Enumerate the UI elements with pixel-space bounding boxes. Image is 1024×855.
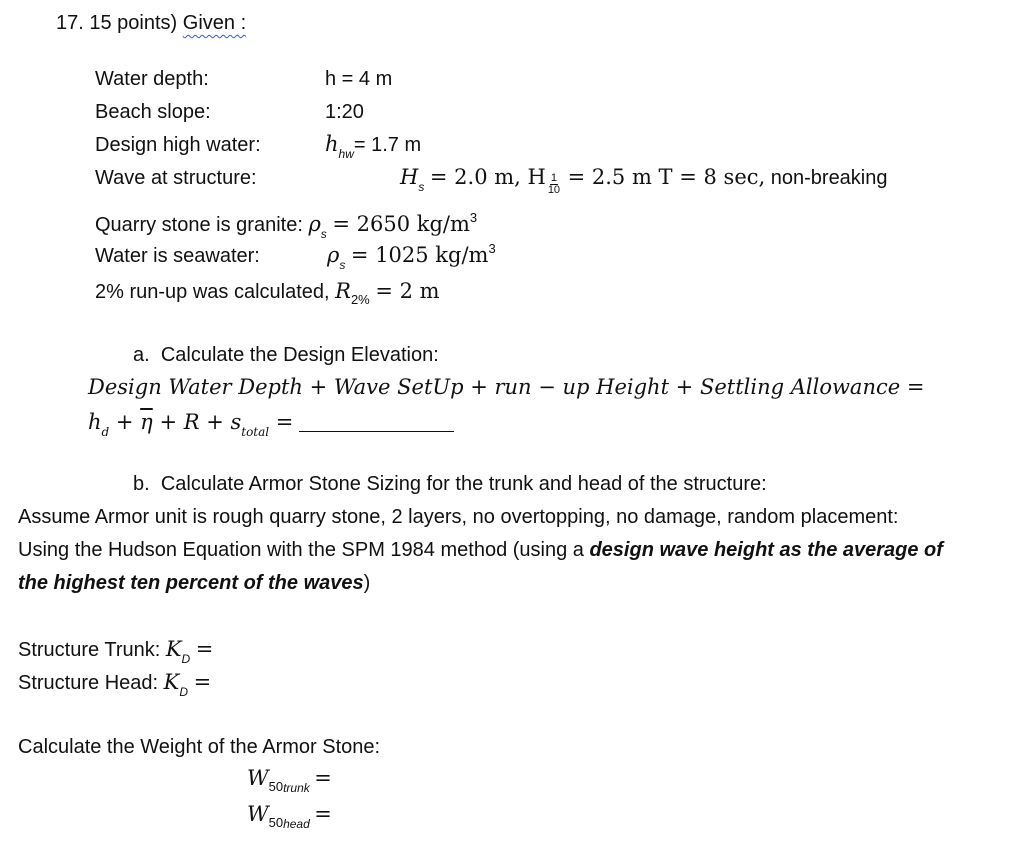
- w50-trunk-line: $W_{50trunk}$ =: [247, 766, 332, 795]
- given-label-high-water: Design high water:: [95, 134, 261, 156]
- hudson-line: Using the Hudson Equation with the SPM 1984 method (using a design wave height as the average of: [18, 539, 943, 561]
- answer-blank[interactable]: [299, 430, 454, 432]
- design-elevation-equation: Design Water Depth + Wave SetUp + run − up Height + Settling Allowance =: [88, 375, 925, 399]
- given-label: Given :: [182, 12, 247, 34]
- given-value-depth: h = 4 m: [325, 68, 393, 90]
- part-b-heading: b. Calculate Armor Stone Sizing for the trunk and head of the structure:: [133, 473, 767, 495]
- given-label-wave: Wave at structure:: [95, 167, 257, 189]
- problem-points: 15 points): [89, 12, 178, 34]
- weight-heading: Calculate the Weight of the Armor Stone:: [18, 736, 381, 758]
- design-elevation-symbols: $h_d + \overline{\eta} + R + s_{total}$ =: [88, 410, 454, 434]
- given-value-wave: $H_s = 2.0$ m, H $\frac{1}{10}$ = 2.5 m T = 8 sec, non-breaking: [400, 165, 888, 197]
- kd-head-line: Structure Head: $K_D$ =: [18, 670, 212, 699]
- hudson-line-cont: the highest ten percent of the waves): [18, 572, 371, 594]
- given-value-slope: 1:20: [325, 101, 364, 123]
- water-line: Water is seawater:: [95, 245, 260, 267]
- part-a-heading: a. Calculate the Design Elevation:: [133, 344, 439, 366]
- given-label-slope: Beach slope:: [95, 101, 211, 123]
- assumption-line: Assume Armor unit is rough quarry stone, 2 layers, no overtopping, no damage, random placement:: [18, 506, 899, 528]
- runup-line: 2% run-up was calculated, $R_{2\%} = 2$ m: [95, 279, 440, 307]
- given-label-depth: Water depth:: [95, 68, 209, 90]
- problem-number: 17.: [56, 12, 84, 34]
- quarry-line: Quarry stone is granite: $\rho_s = 2650$ $kg/m^3$: [95, 210, 478, 241]
- kd-trunk-line: Structure Trunk: $K_D$ =: [18, 637, 214, 666]
- w50-head-line: $W_{50head}$ =: [247, 802, 332, 831]
- water-value: $\rho_s = 1025$ $kg/m^3$: [327, 241, 496, 272]
- given-value-high-water: $h_{hw}= 1.7$ m: [325, 132, 422, 161]
- problem-header: [56, 12, 246, 35]
